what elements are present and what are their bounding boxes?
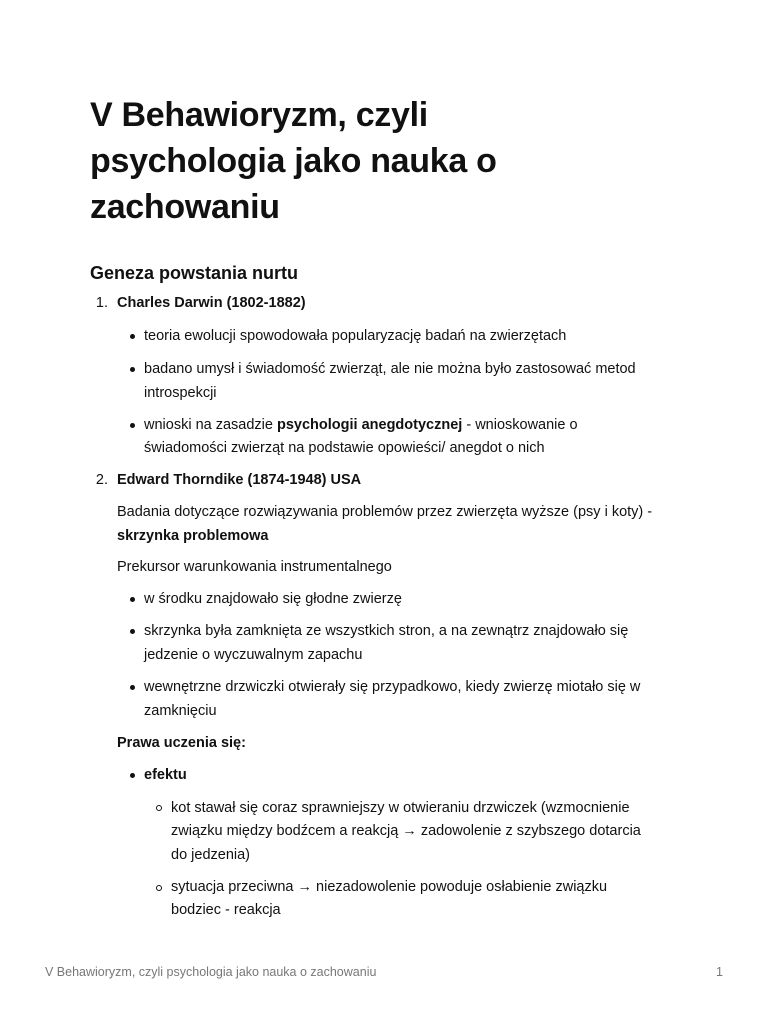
laws-heading: Prawa uczenia się: [117,735,246,751]
list-item-title: Edward Thorndike (1874-1948) USA [117,472,362,488]
sub-list-item-continuation: związku między bodźcem a reakcją → zadowolenie z szybszego dotarcia [171,823,641,839]
sub-list-item: sytuacja przeciwna → niezadowolenie powoduje osłabienie związku [171,879,608,895]
bullet-icon [130,685,135,690]
bullet-icon [130,423,135,428]
list-item-title: Charles Darwin (1802-1882) [117,295,306,311]
footer-title: V Behawioryzm, czyli psychologia jako nauka o zachowaniu [45,965,377,979]
list-item: efektu [144,767,187,783]
circle-bullet-icon [156,805,162,811]
list-item: wewnętrzne drzwiczki otwierały się przypadkowo, kiedy zwierzę miotało się w [144,679,641,695]
bullet-icon [130,629,135,634]
sub-list-item-continuation: bodziec - reakcja [171,902,281,918]
list-item-continuation: jedzenie o wyczuwalnym zapachu [144,647,363,663]
paragraph-bold: skrzynka problemowa [117,528,269,544]
sub-list-item: kot stawał się coraz sprawniejszy w otwieraniu drzwiczek (wzmocnienie [171,800,630,816]
list-item: w środku znajdowało się głodne zwierzę [144,591,402,607]
section-heading: Geneza powstania nurtu [90,263,299,283]
paragraph: Prekursor warunkowania instrumentalnego [117,559,392,575]
list-item: teoria ewolucji spowodowała popularyzację badań na zwierzętach [144,328,567,344]
bullet-icon [130,773,135,778]
list-number: 2. [95,472,108,488]
list-item-continuation: świadomości zwierząt na podstawie opowieści/ anegdot o nich [144,440,545,456]
bullet-icon [130,334,135,339]
sub-list-item-continuation: do jedzenia) [171,847,250,863]
list-item: badano umysł i świadomość zwierząt, ale nie można było zastosować metod [144,361,636,377]
page-number: 1 [716,965,723,979]
bullet-icon [130,597,135,602]
list-item: skrzynka była zamknięta ze wszystkich stron, a na zewnątrz znajdowało się [144,623,629,639]
circle-bullet-icon [156,885,162,891]
paragraph: Badania dotyczące rozwiązywania problemów przez zwierzęta wyższe (psy i koty) - [117,504,653,520]
list-item: wnioski na zasadzie psychologii anegdotycznej - wnioskowanie o [144,417,578,433]
list-item-continuation: introspekcji [144,385,217,401]
bullet-icon [130,367,135,372]
list-item-continuation: zamknięciu [144,703,217,719]
list-number: 1. [95,295,108,311]
page-title: V Behawioryzm, czyli psychologia jako nauka o zachowaniu [90,96,497,226]
